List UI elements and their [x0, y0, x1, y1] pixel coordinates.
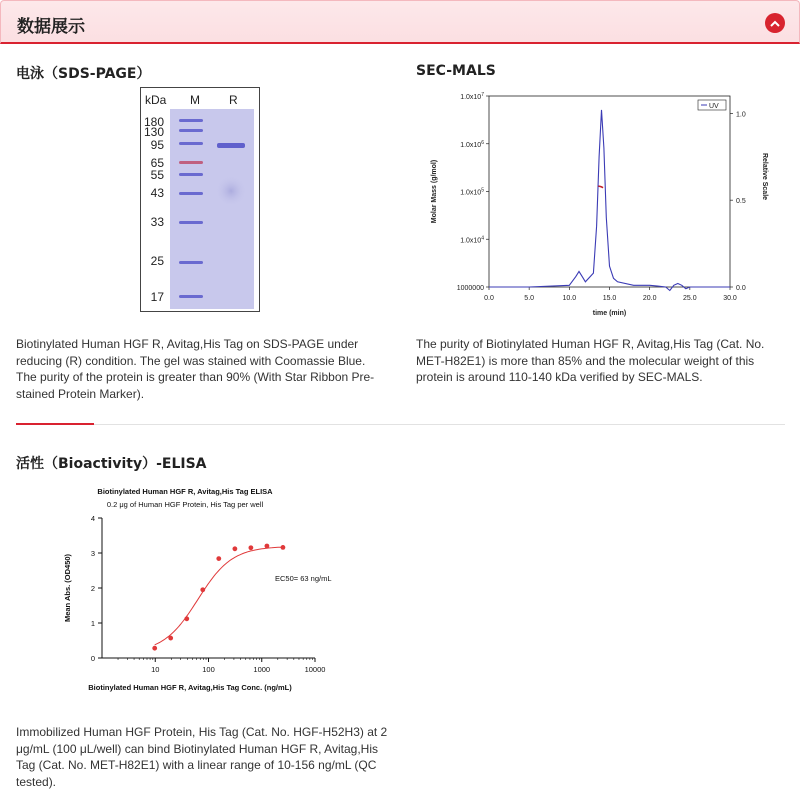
x-tick-label: 1000: [253, 665, 271, 674]
marker-band: [179, 142, 203, 145]
marker-band: [179, 173, 203, 176]
y2-tick-label: 0.5: [736, 198, 746, 206]
fit-curve: [155, 547, 283, 645]
marker-band: [179, 295, 203, 298]
data-point: [200, 587, 205, 592]
legend-label: UV: [709, 103, 719, 110]
data-point: [184, 616, 189, 621]
marker-band: [179, 129, 203, 132]
x-tick-label: 5.0: [524, 295, 535, 302]
data-point: [216, 556, 221, 561]
marker-band: [179, 119, 203, 122]
uv-series-line: [489, 110, 730, 291]
sds-page-description: Biotinylated Human HGF R, Avitag,His Tag on SDS-PAGE under reducing (R) condition. The gel was stained with Coomassie Blue. The purity of the protein is greater than 90% (With Star Ribbon Pre-stained Protein Marker).: [16, 337, 375, 401]
sec-mals-title: SEC-MALS: [416, 63, 496, 79]
x-tick-label: 10: [151, 665, 160, 674]
marker-band: [179, 192, 203, 195]
section-header: [0, 0, 800, 44]
elisa-description: Immobilized Human HGF Protein, His Tag (Cat. No. HGF-H52H3) at 2 μg/mL (100 μL/well) can bind Biotinylated Human HGF R, Avitag,His Tag (Cat. No. MET-H82E1) with a linear range of 10-156 ng/mL (QC tested).: [16, 725, 388, 789]
elisa-title: 活性（Bioactivity）-ELISA: [16, 456, 207, 472]
y-tick-label: 4: [90, 514, 95, 523]
gel-marker-label: 17: [150, 290, 164, 304]
data-point: [168, 636, 173, 641]
ec50-annotation: EC50= 63 ng/mL: [275, 574, 332, 583]
marker-band: [179, 221, 203, 224]
data-point: [232, 546, 237, 551]
x-tick-label: 0.0: [484, 295, 494, 302]
gel-bands: [170, 109, 254, 309]
gel-marker-label: 33: [150, 215, 164, 229]
x-tick-label: 25.0: [683, 295, 697, 302]
gel-marker-label: 95: [150, 138, 164, 152]
data-point: [248, 545, 253, 550]
section-title: 数据展示: [17, 17, 85, 37]
elisa-chart: [50, 480, 350, 700]
y-tick-label: $1.0x10^7$: [460, 92, 484, 101]
y2-tick-label: 1.0: [736, 111, 746, 119]
x-tick-label: 30.0: [723, 295, 737, 302]
gel-marker-label: 180: [143, 115, 164, 129]
section-divider: [16, 424, 785, 425]
y-tick-label: 1000000: [456, 285, 484, 292]
x-tick-label: 100: [202, 665, 215, 674]
gel-marker-label: 130: [143, 125, 164, 139]
y2-tick-label: 0.0: [736, 285, 746, 292]
marker-band: [179, 261, 203, 264]
section-divider-accent: [16, 423, 94, 425]
gel-lane-r-label: R: [229, 93, 238, 107]
gel-marker-label: 55: [150, 168, 164, 182]
sds-page-title: 电泳（SDS-PAGE）: [16, 66, 151, 82]
molar-mass-series-line: [598, 186, 603, 188]
gel-kda-label: kDa: [145, 93, 167, 107]
y-tick-label: 3: [90, 549, 95, 558]
gel-marker-label: 25: [150, 254, 164, 268]
x-tick-label: 20.0: [642, 295, 657, 302]
marker-band: [179, 161, 203, 164]
sample-smear: [215, 175, 247, 207]
gel-marker-label: 43: [150, 186, 164, 200]
y-tick-label: $1.0x10^4$: [460, 235, 484, 245]
chart-subtitle: 0.2 μg of Human HGF Protein, His Tag per well: [106, 500, 264, 509]
y-tick-label: 2: [90, 584, 95, 593]
y-axis-label: Mean Abs. (OD450): [63, 553, 72, 623]
collapse-button[interactable]: [765, 13, 785, 33]
y-tick-label: 1: [90, 619, 95, 628]
x-axis-label: Biotinylated Human HGF R, Avitag,His Tag Conc. (ng/mL): [88, 683, 292, 692]
sec-mals-chart: [416, 84, 786, 324]
y2-axis-label: Relative Scale: [761, 152, 768, 201]
chart-title: Biotinylated Human HGF R, Avitag,His Tag ELISA: [97, 487, 273, 496]
sample-band: [217, 143, 245, 148]
sec-mals-description: The purity of Biotinylated Human HGF R, Avitag,His Tag (Cat. No. MET-H82E1) is more than 85% and the molecular weight of this protein is around 110-140 kDa verified by SEC-MALS.: [416, 337, 765, 384]
x-tick-label: 15.0: [602, 295, 617, 302]
y-tick-label: $1.0x10^5$: [460, 187, 484, 197]
y-tick-label: $1.0x10^6$: [460, 139, 484, 149]
data-point: [152, 646, 157, 651]
gel-marker-label: 65: [150, 156, 164, 170]
x-tick-label: 10000: [304, 665, 326, 674]
gel-lane-m-label: M: [190, 93, 200, 107]
y-axis-label: Molar Mass (g/mol): [431, 159, 438, 224]
x-axis-label: time (min): [592, 310, 627, 317]
chevron-up-icon: [770, 20, 780, 27]
data-point: [265, 544, 270, 549]
data-point: [281, 545, 286, 550]
y-tick-label: 0: [90, 654, 95, 663]
x-tick-label: 10.0: [562, 295, 577, 302]
